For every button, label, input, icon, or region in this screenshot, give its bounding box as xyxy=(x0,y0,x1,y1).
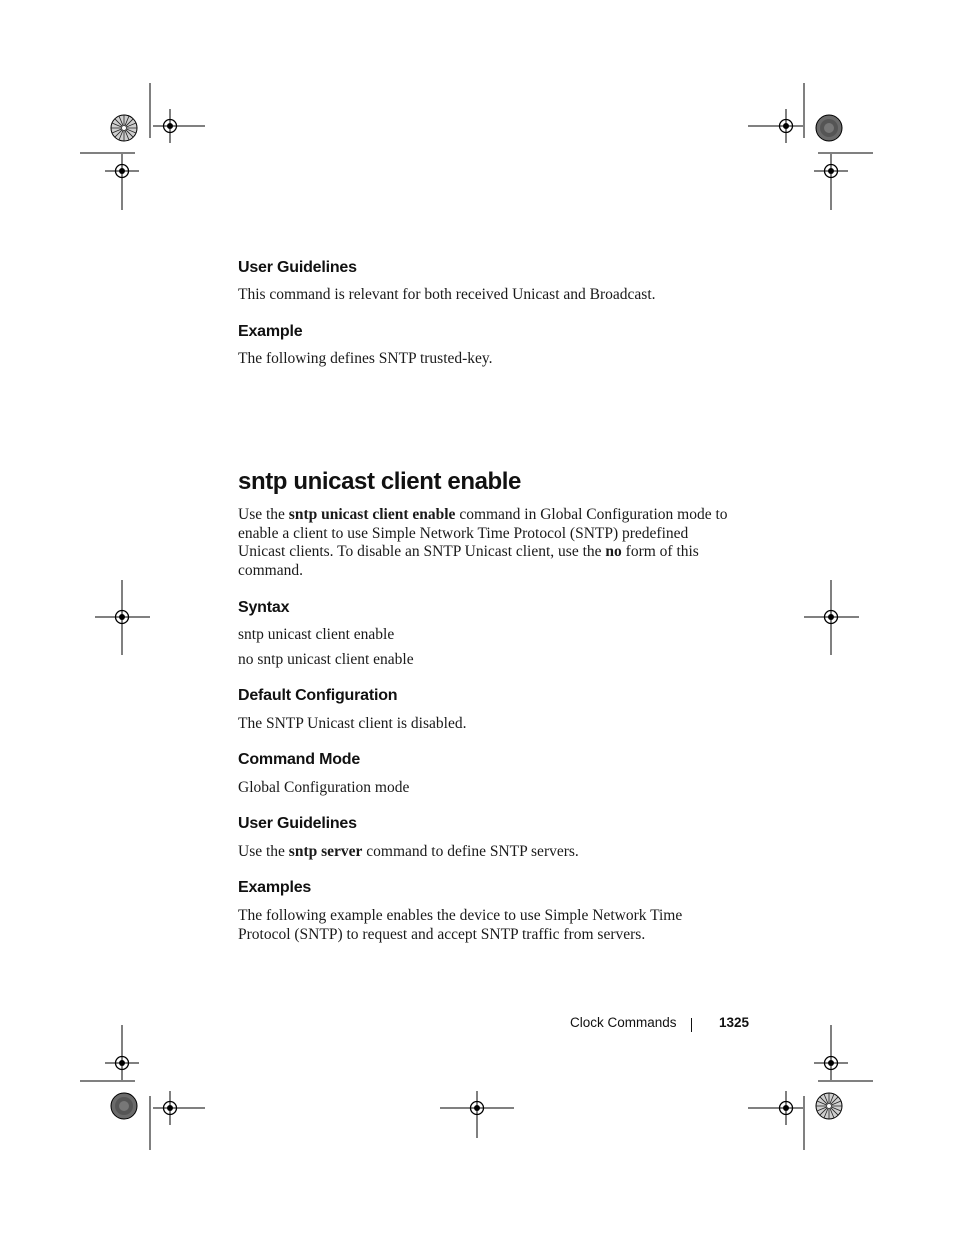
command-mode-text: Global Configuration mode xyxy=(238,779,410,796)
guideline-text: command to define SNTP servers. xyxy=(362,843,579,860)
examples-text: The following example enables the device to use Simple Network Time Protocol (SNTP) to request and accept SNTP traffic from servers. xyxy=(238,907,683,943)
syntax-line-no: no sntp unicast client enable xyxy=(238,651,414,668)
desc-no-keyword: no xyxy=(605,543,622,561)
command-title: sntp unicast client enable xyxy=(238,468,522,495)
footer-divider xyxy=(691,1018,692,1032)
registration-dial-bottom-right xyxy=(816,1093,842,1119)
user-guidelines-text: This command is relevant for both received Unicast and Broadcast. xyxy=(238,286,656,303)
page-number: 1325 xyxy=(719,1015,750,1030)
registration-dial-top-right xyxy=(816,115,842,141)
command-mode-heading: Command Mode xyxy=(238,751,361,768)
registration-dial-top-left xyxy=(111,115,137,141)
command-description xyxy=(238,506,738,580)
registration-dial-bottom-left xyxy=(111,1093,137,1119)
default-configuration-heading: Default Configuration xyxy=(238,687,398,704)
guideline-text: Use the xyxy=(238,843,289,860)
example-text: The following defines SNTP trusted-key. xyxy=(238,350,493,367)
user-guidelines-heading: User Guidelines xyxy=(238,259,357,276)
desc-command-keyword: sntp unicast client enable xyxy=(288,506,456,523)
desc-text: form of this command. xyxy=(238,543,699,579)
guideline-command-keyword: sntp server xyxy=(288,843,363,860)
desc-text: Use the xyxy=(238,506,289,523)
user-guidelines-text-2 xyxy=(238,843,738,862)
examples-heading: Examples xyxy=(238,879,312,896)
syntax-line: sntp unicast client enable xyxy=(238,626,395,643)
footer-chapter: Clock Commands xyxy=(570,1015,677,1030)
desc-text: command in Global Configuration mode to enable a client to use Simple Network Time Protocol (SNTP) predefined Unicast clients. To disable an SNTP Unicast client, use the xyxy=(238,506,728,561)
example-heading: Example xyxy=(238,323,303,340)
user-guidelines-heading-2: User Guidelines xyxy=(238,815,357,832)
default-configuration-text: The SNTP Unicast client is disabled. xyxy=(238,715,467,732)
syntax-heading: Syntax xyxy=(238,599,290,616)
